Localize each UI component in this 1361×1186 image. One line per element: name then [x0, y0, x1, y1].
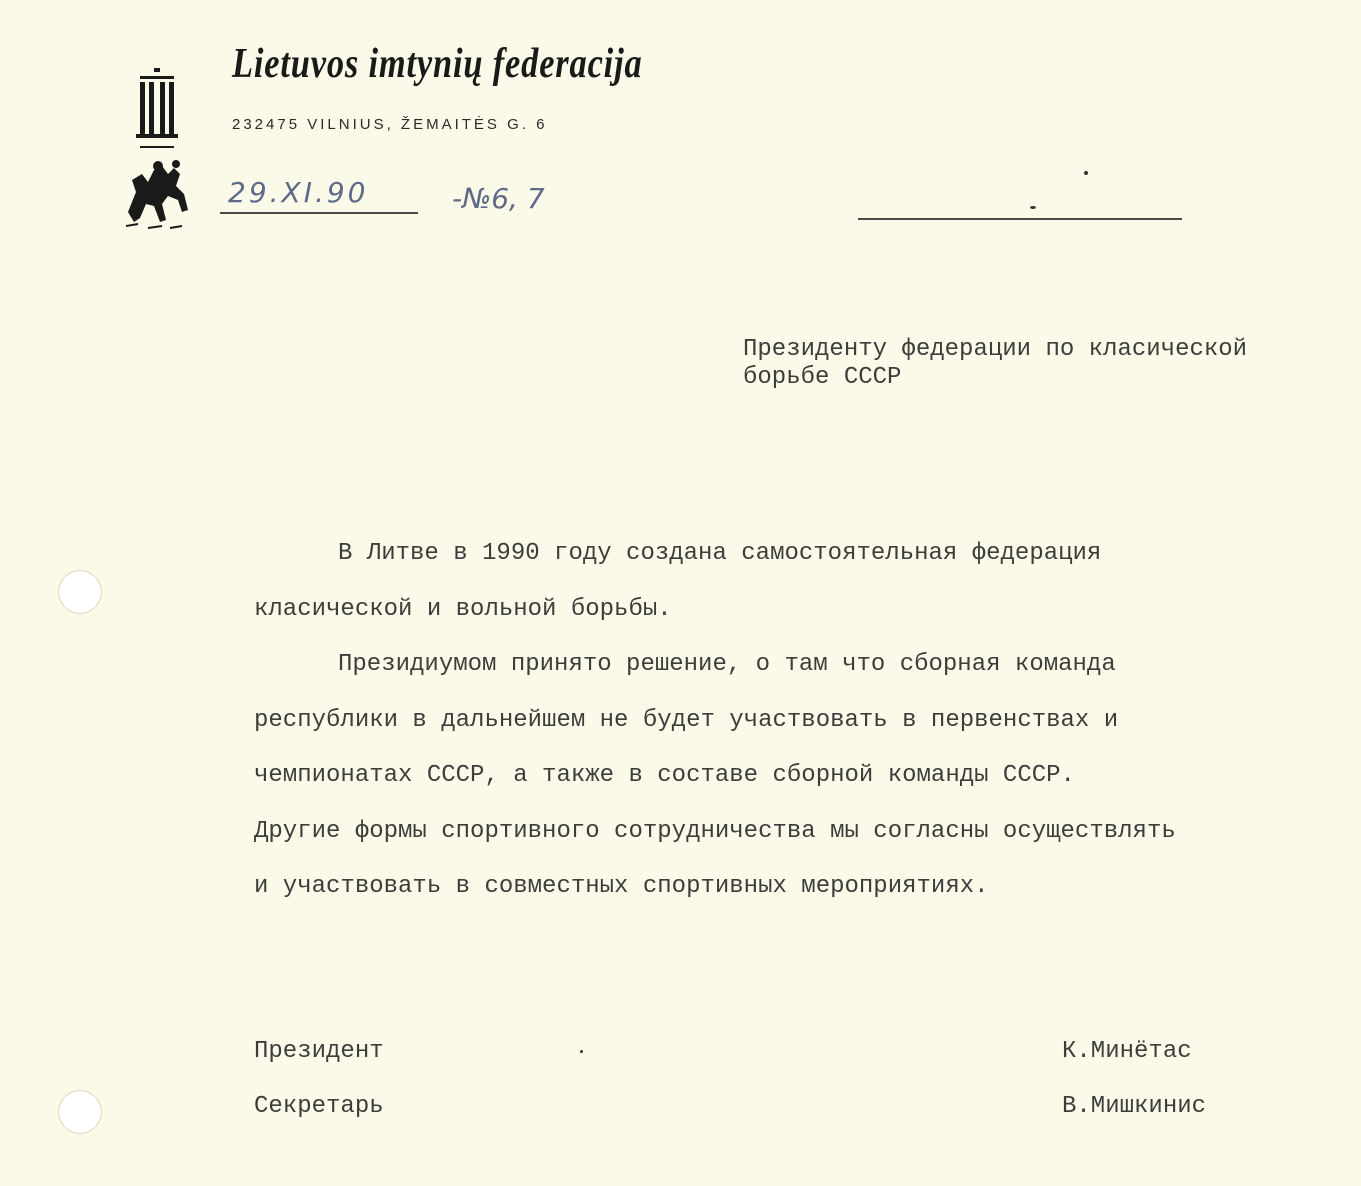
ink-speck — [580, 1050, 583, 1053]
signature-name-president: К.Минётас — [1062, 1038, 1192, 1065]
date-underline — [220, 212, 418, 214]
body-line: республики в дальнейшем не будет участвовать в первенствах и — [254, 707, 1119, 734]
body-line: чемпионатах СССР, а также в составе сборной команды СССР. — [254, 762, 1075, 789]
reference-line — [858, 218, 1182, 220]
handwritten-number: -№6, 7 — [452, 182, 545, 215]
signature-title-secretary: Секретарь — [254, 1093, 384, 1120]
body-line: класической и вольной борьбы. — [254, 596, 672, 623]
organization-name: Lietuvos imtynių federacija — [232, 41, 643, 87]
punch-hole — [58, 570, 102, 614]
punch-hole — [58, 1090, 102, 1134]
body-line: Другие формы спортивного сотрудничества мы согласны осуществлять — [254, 818, 1176, 845]
handwritten-date: 29.XI.90 — [228, 176, 369, 209]
signature-name-secretary: В.Мишкинис — [1062, 1093, 1207, 1120]
addressee-line-2: борьбе СССР — [743, 364, 902, 391]
ink-speck — [1084, 171, 1088, 175]
body-line: В Литве в 1990 году создана самостоятельная федерация — [338, 540, 1102, 567]
addressee-line-1: Президенту федерации по класической — [743, 336, 1248, 363]
body-line: и участвовать в совместных спортивных мероприятиях. — [254, 873, 989, 900]
ink-speck — [1030, 206, 1036, 209]
body-line: Президиумом принято решение, о там что сборная команда — [338, 651, 1116, 678]
signature-title-president: Президент — [254, 1038, 384, 1065]
organization-address: 232475 VILNIUS, ŽEMAITĖS G. 6 — [232, 116, 548, 133]
federation-logo — [118, 62, 208, 232]
